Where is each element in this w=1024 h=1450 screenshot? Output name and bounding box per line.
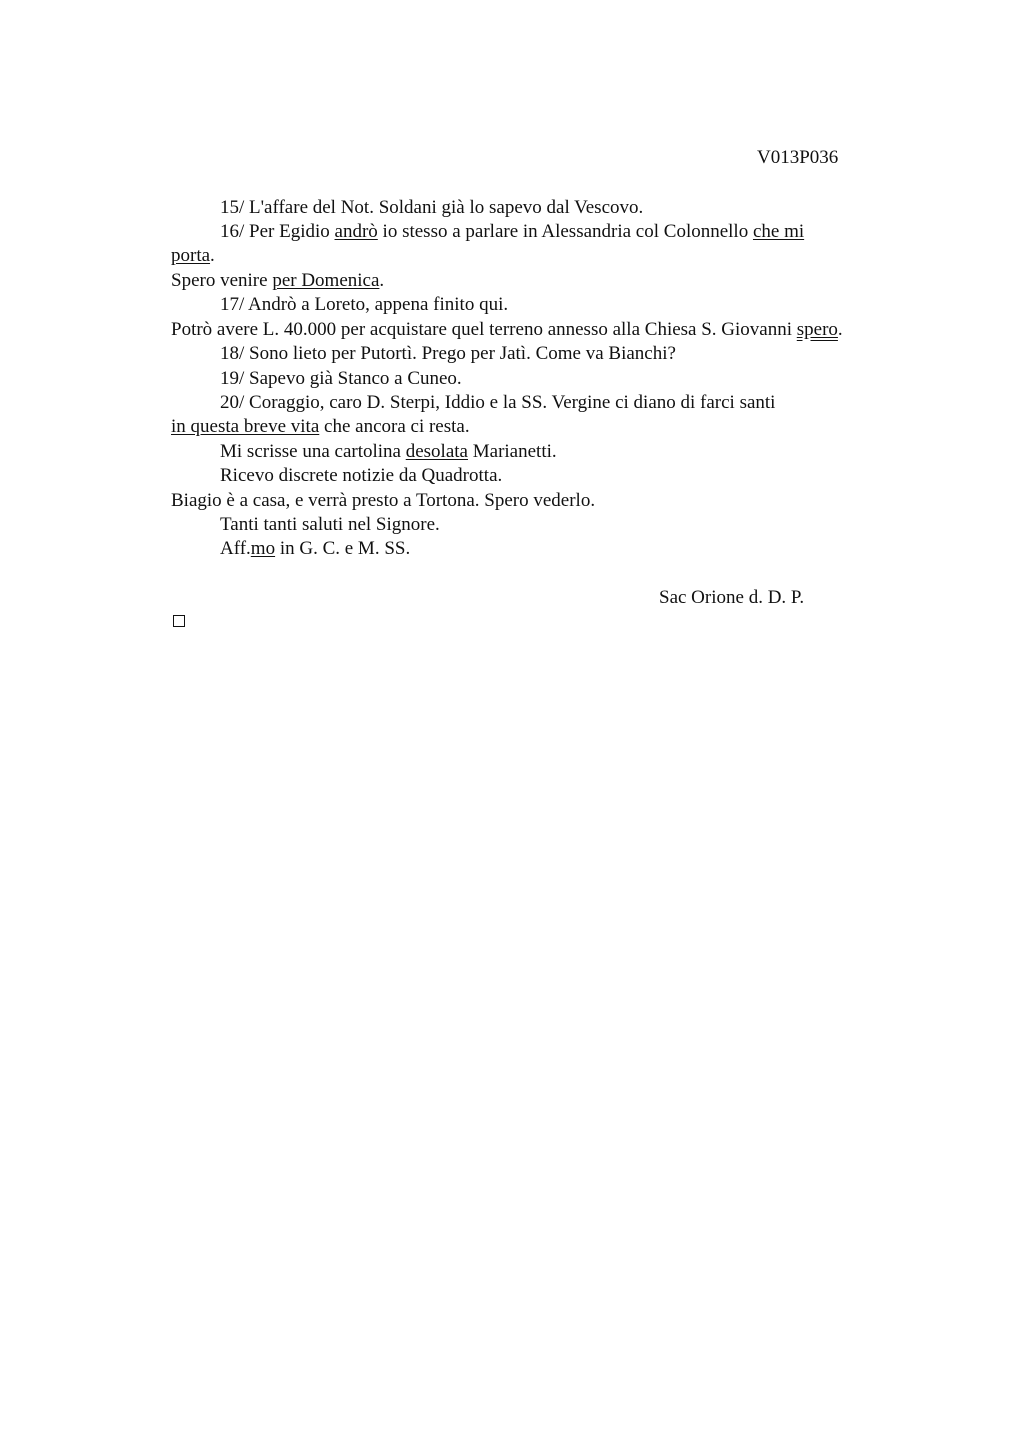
underlined-text: porta bbox=[171, 245, 211, 266]
text-segment: 18/ Sono lieto per Putortì. Prego per Jatì. Come va Bianchi? bbox=[220, 343, 676, 364]
underlined-text: che mi bbox=[752, 221, 805, 242]
text-segment: 20/ Coraggio, caro D. Sterpi, Iddio e la SS. Vergine ci diano di farci santi bbox=[220, 392, 776, 413]
letter-line bbox=[220, 367, 462, 391]
letter-line bbox=[220, 293, 508, 317]
text-segment: . bbox=[210, 245, 215, 266]
underlined-text: desolata bbox=[405, 441, 468, 462]
text-segment: 15/ L'affare del Not. Soldani già lo sapevo dal Vescovo. bbox=[220, 197, 644, 218]
letter-line bbox=[171, 318, 843, 342]
text-segment: che ancora ci resta. bbox=[319, 416, 470, 437]
letter-line bbox=[171, 415, 470, 439]
text-segment: Ricevo discrete notizie da Quadrotta. bbox=[220, 465, 503, 486]
letter-line bbox=[220, 391, 775, 415]
underlined-text: in questa breve vita bbox=[171, 416, 320, 437]
letter-line bbox=[220, 513, 440, 537]
text-segment: Tanti tanti saluti nel Signore. bbox=[220, 514, 440, 535]
letter-line bbox=[220, 440, 557, 464]
signature: Sac Orione d. D. P. bbox=[659, 587, 805, 608]
letter-line bbox=[171, 489, 595, 513]
text-segment: Aff. bbox=[220, 538, 251, 559]
text-segment: Mi scrisse una cartolina bbox=[220, 441, 406, 462]
text-segment: io stesso a parlare in Alessandria col Colonnello bbox=[377, 221, 753, 242]
underlined-text: mo bbox=[250, 538, 276, 559]
text-segment: in G. C. e M. SS. bbox=[275, 538, 411, 559]
letter-line bbox=[171, 244, 215, 268]
text-segment: . bbox=[837, 319, 843, 340]
underlined-text: andrò bbox=[334, 221, 378, 242]
text-segment: 16/ Per Egidio bbox=[220, 221, 335, 242]
letter-line bbox=[220, 220, 804, 244]
text-segment: 17/ Andrò a Loreto, appena finito qui. bbox=[220, 294, 509, 315]
letter-line bbox=[220, 464, 502, 488]
letter-line bbox=[220, 196, 643, 220]
letter-line bbox=[220, 342, 676, 366]
document-reference: V013P036 bbox=[757, 147, 839, 168]
text-segment: 19/ Sapevo già Stanco a Cuneo. bbox=[220, 368, 462, 389]
text-segment: . bbox=[379, 270, 385, 291]
text-segment: Marianetti. bbox=[468, 441, 557, 462]
letter-line bbox=[220, 537, 410, 561]
empty-checkbox-glyph bbox=[173, 615, 185, 627]
text-segment: Biagio è a casa, e verrà presto a Tortona. Spero vederlo. bbox=[171, 490, 596, 511]
underlined-text: per Domenica bbox=[272, 270, 380, 291]
text-segment: Potrò avere L. 40.000 per acquistare quel terreno annesso alla Chiesa S. Giovanni bbox=[171, 319, 797, 340]
letter-line bbox=[171, 269, 384, 293]
text-segment: Spero venire bbox=[171, 270, 273, 291]
underlined-text: spero bbox=[796, 319, 838, 340]
